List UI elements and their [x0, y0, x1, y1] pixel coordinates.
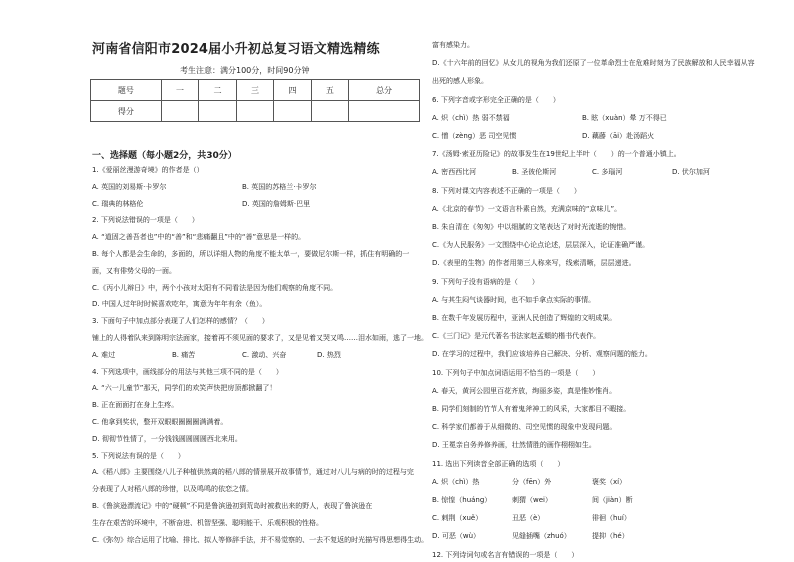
question-line: C.《丙小儿辩日》中，两个小孩对太阳有不同看法是因为他们观察的角度不同。	[92, 283, 338, 292]
answer-option: B. 英国的苏格兰·卡罗尔	[242, 182, 317, 191]
question-line: A. 春天，黄河公园里百花齐放，绚丽多姿，真是惟妙惟肖。	[432, 386, 617, 395]
answer-option: D. 伏尔加河	[672, 168, 710, 177]
answer-option: B. 痛苦	[172, 350, 196, 359]
question-line: D. 中国人过年时时候喜欢吃年，寓意为年年有余（鱼）。	[92, 300, 267, 309]
question-line: B.《鲁滨逊漂流记》中的“硬顿”不同是鲁滨逊初到荒岛时被救出来的野人，表现了鲁滨逊在	[92, 502, 373, 510]
question-line: C.《弥勿》综合运用了比喻、排比、拟人等修辞手法，并不易觉察的、一去不复返的时光描写得思想得生动。	[92, 535, 429, 544]
answer-option: B. 惊惶（huáng）	[432, 496, 492, 504]
table-cell[interactable]	[199, 101, 236, 122]
question-line: 2. 下列说法错误的一项是（ ）	[92, 216, 199, 225]
question-line: 面，又有俳势父母的一面。	[92, 266, 176, 275]
answer-option: A. 英国的刘易斯·卡罗尔	[92, 182, 167, 191]
answer-option: 刺猬（wei）	[512, 496, 552, 504]
question-line: 生存在艰苦的环境中，不断奋进、机智坚强、聪明能干、乐观积极的性格。	[92, 518, 323, 527]
answer-option: C. 激动、兴奋	[242, 350, 287, 359]
question-line: 8. 下列对课文内容表述不正确的一项是（ ）	[432, 186, 581, 195]
right-column	[432, 40, 782, 559]
section-heading: 一、选择题（每小题2分，共30分）	[92, 151, 237, 161]
answer-option: A. 炽（chì）热 弱不禁福	[432, 113, 510, 122]
question-line: 1.《爱丽丝漫游奇境》的作者是（）	[92, 166, 204, 174]
question-line: 富有感染力。	[432, 41, 474, 49]
question-line: B. 正在面面打在身上生疼。	[92, 401, 179, 410]
answer-option: A. 密西西比河	[432, 168, 477, 177]
table-cell[interactable]	[236, 101, 273, 122]
answer-option: 间（jiàn）断	[592, 496, 633, 504]
answer-option: A. 难过	[92, 350, 116, 359]
table-cell[interactable]	[274, 101, 311, 122]
table-cell: 二	[199, 80, 236, 101]
score-table	[90, 79, 420, 122]
answer-option: 提抑（hé）	[592, 532, 629, 541]
question-line: 12. 下列诗词句或名言有错误的一项是（ ）	[432, 550, 579, 559]
answer-option: B. 圣彼伦斯河	[512, 168, 557, 177]
table-cell: 总分	[349, 80, 420, 101]
answer-option: 褒奖（xí）	[592, 477, 627, 486]
answer-option: 分（fēn）外	[512, 477, 552, 486]
table-cell: 得分	[91, 101, 162, 122]
question-line: D.《十六年前的回忆》从女儿的视角为我们还原了一位革命烈士在危难时刻为了民族解放和人民幸福从容	[432, 59, 755, 68]
table-row	[91, 101, 420, 122]
table-cell[interactable]	[349, 101, 420, 122]
table-cell[interactable]	[311, 101, 348, 122]
answer-option: B. 眩（xuàn）晕 万不得已	[582, 113, 667, 122]
question-line: C.《三门记》是元代著名书法家赵孟頫的楷书代表作。	[432, 332, 601, 341]
question-line: 6. 下列字音或字形完全正确的是（ ）	[432, 95, 560, 104]
question-line: C. 他拿到奖状，整开双眼眼圈圈圈满满着。	[92, 418, 228, 426]
exam-notice: 考生注意：满分100分，时间90分钟	[180, 66, 310, 75]
answer-option: C. 刺荆（xuě）	[432, 514, 483, 523]
left-column	[92, 165, 429, 555]
question-line: 出死的感人形象。	[432, 77, 488, 86]
table-cell: 四	[274, 80, 311, 101]
table-cell[interactable]	[161, 101, 198, 122]
question-line: 7.《汤姆·索亚历险记》的故事发生在19世纪上半叶（ ）的一个普通小镇上。	[432, 150, 681, 159]
question-line: 10. 下列句子中加点词语运用不恰当的一项是（ ）	[432, 368, 600, 377]
question-line: 铺上的人得着队来到陈明宗法面家，接着再不须见面的要求了，又是见着又哭又鸣……泪水如雨，逃了一地。	[92, 334, 428, 342]
question-line: D.《表里的生物》的作者用第三人称来写，线索清晰，层层递进。	[432, 259, 636, 268]
question-line: B. 在数千年发展历程中，亚洲人民创造了辉煌的文明成果。	[432, 314, 617, 322]
table-cell: 五	[311, 80, 348, 101]
answer-option: D. 热烈	[317, 350, 341, 359]
question-line: 4. 下列选项中，画线部分的用法与其他三项不同的是（ ）	[92, 367, 283, 376]
question-line: 分表现了人对稻八郎的珍惜，以及鸣鸣的依恋之情。	[92, 485, 253, 494]
answer-option: D. 可恶（wù）	[432, 532, 481, 541]
answer-option: D. 藕藤（āi）赴汤蹈火	[582, 132, 655, 140]
question-line: 9. 下列句子没有语病的是（ ）	[432, 277, 539, 286]
table-cell: 一	[161, 80, 198, 101]
question-line: B. 朱自清在《匆匆》中以细腻的文笔表达了对时光流逝的惋惜。	[432, 223, 631, 231]
table-cell: 题号	[91, 80, 162, 101]
question-line: D. 王冕亲自务养修养画，壮然情胜的画作栩栩如生。	[432, 441, 596, 450]
answer-option: 丑恶（è）	[512, 514, 545, 523]
question-line: B. 每个人都是会生命的，多面的，所以详细人物的角度不能太单一，要做尼尔斯一样，抓住有明确的一	[92, 250, 410, 258]
answer-option: C. 憎（zèng）恶 司空见惯	[432, 132, 517, 140]
question-line: A.《北京的春节》一文语言朴素自然，充满京味的“京味儿”。	[432, 204, 622, 213]
question-line: C. 科学家们都善于从细微的、司空见惯的现象中发现问题。	[432, 423, 617, 432]
question-line: A.《稻八郎》主要围绕八儿子种植供然离的稻八郎的情景展开故事情节，通过对八儿与病的时的过程与完	[92, 468, 414, 477]
question-line: 3. 下面句子中加点部分表现了人们怎样的感情？（ ）	[92, 317, 269, 326]
question-line: 11. 选出下列读音全部正确的选项（ ）	[432, 459, 565, 468]
question-line: A. “六一儿童节”那天，同学们的欢笑声快把房顶都掀翻了！	[92, 384, 277, 393]
question-line: A. “道固之善吾者也”中的“善”和“悲痛翻且”中的“善”意思是一样的。	[92, 233, 306, 242]
question-line: D. 在学习的过程中，我们应该培养自己解决、分析、观察问题的能力。	[432, 350, 652, 359]
answer-option: A. 炽（chì）热	[432, 477, 480, 486]
question-line: D. 彻彻节性情了，一分钱钱圆圆圆圆西北来用。	[92, 434, 242, 443]
answer-option: 见缝插嘴（zhuó）	[512, 532, 571, 541]
page-title: 河南省信阳市2024届小升初总复习语文精选精练	[92, 42, 380, 57]
table-cell: 三	[236, 80, 273, 101]
question-line: A. 与其生闷气谈器时间，也不如手拿点实际的事情。	[432, 295, 596, 304]
question-line: C.《为人民服务》一文围绕中心论点论述，层层深入，论证准确严谨。	[432, 241, 650, 250]
answer-option: C. 瑞典的林格伦	[92, 199, 144, 208]
table-row	[91, 80, 420, 101]
question-line: 5. 下列说法有误的是（ ）	[92, 451, 185, 460]
answer-option: 徘徊（huí）	[592, 514, 631, 523]
question-line: B. 同学们刻制的竹节人有着鬼斧神工的风采，大家都目不暇接。	[432, 405, 631, 413]
answer-option: C. 多瑙河	[592, 168, 623, 177]
answer-option: D. 英国的詹姆斯·巴里	[242, 199, 311, 208]
